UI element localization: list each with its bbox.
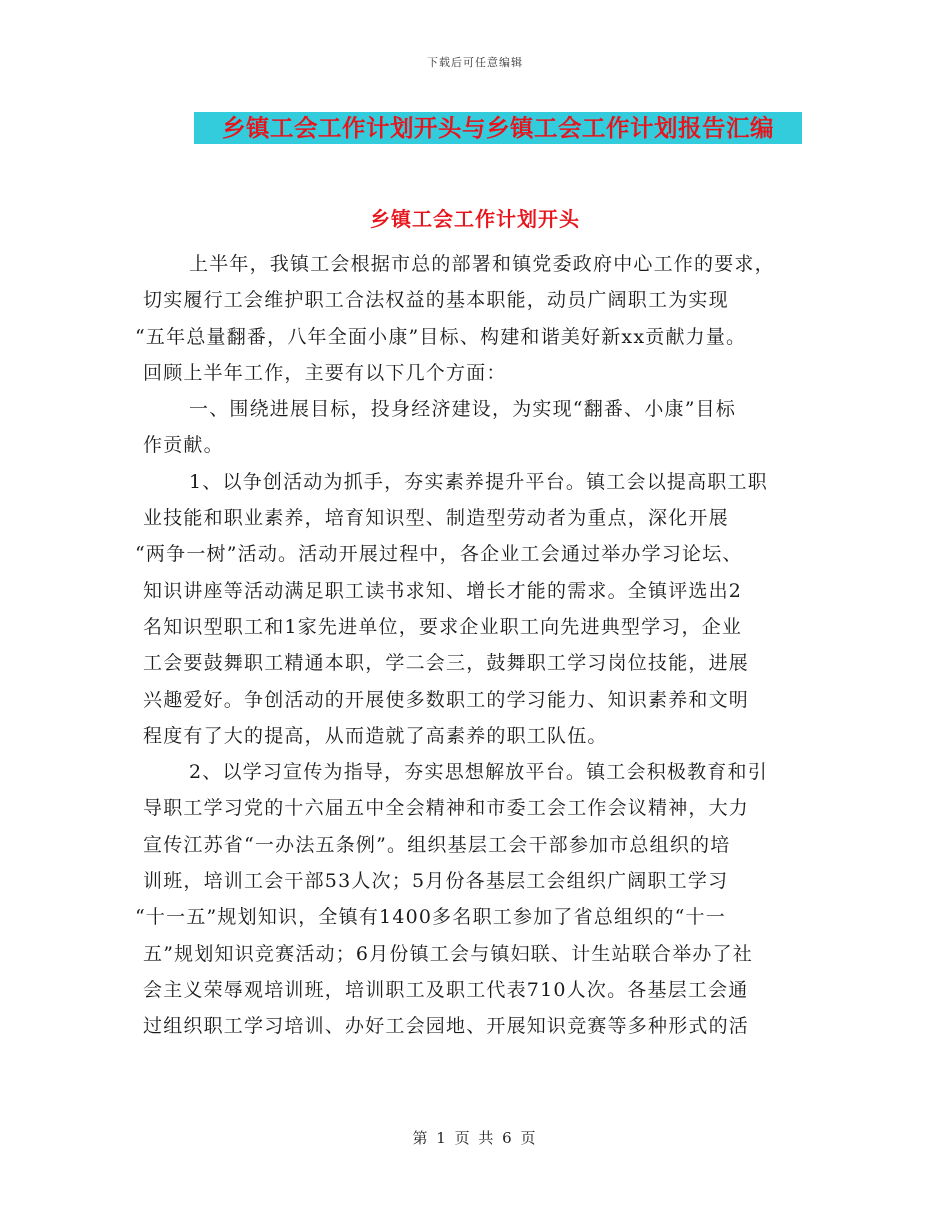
paragraph-line: 工会要鼓舞职工精通本职，学二会三，鼓舞职工学习岗位技能，进展 [143,652,750,675]
paragraph-line: 会主义荣辱观培训班，培训职工及职工代表710人次。各基层工会通 [143,978,749,1001]
page-footer: 第 1 页 共 6 页 [412,1129,538,1147]
section-title: 乡镇工会工作计划开头 [370,207,580,231]
paragraph-line: 作贡献。 [143,434,224,457]
paragraph-line: “两争一树”活动。活动开展过程中，各企业工会通过举办学习论坛、 [135,543,743,566]
paragraph-line: 训班，培训工会干部53人次；5月份各基层工会组织广阔职工学习 [143,870,729,893]
paragraph-line: 过组织职工学习培训、办好工会园地、开展知识竞赛等多种形式的活 [143,1015,750,1038]
paragraph-line: 1、以争创活动为抓手，夯实素养提升平台。镇工会以提高职工职 [189,470,768,493]
paragraph-line: 导职工学习党的十六届五中全会精神和市委工会工作会议精神，大力 [143,797,750,820]
paragraph-line: 五”规划知识竞赛活动；6月份镇工会与镇妇联、计生站联合举办了社 [143,942,754,965]
paragraph-line: 一、围绕进展目标，投身经济建设，为实现“翻番、小康”目标 [189,398,737,421]
paragraph-line: 2、以学习宣传为指导，夯实思想解放平台。镇工会积极教育和引 [189,761,768,784]
paragraph-line: 知识讲座等活动满足职工读书求知、增长才能的需求。全镇评选出2 [143,579,743,602]
paragraph-line: 程度有了大的提高，从而造就了高素养的职工队伍。 [143,724,608,747]
document-title: 乡镇工会工作计划开头与乡镇工会工作计划报告汇编 [194,112,802,144]
paragraph-line: 上半年，我镇工会根据市总的部署和镇党委政府中心工作的要求， [189,253,775,275]
body-text [135,246,815,1045]
page-header-note: 下载后可任意编辑 [427,56,523,69]
paragraph-line: 业技能和职业素养，培育知识型、制造型劳动者为重点，深化开展 [143,507,729,530]
paragraph-line: “五年总量翻番，八年全面小康”目标、构建和谐美好新xx贡献力量。 [135,325,747,348]
paragraph-line: 兴趣爱好。争创活动的开展使多数职工的学习能力、知识素养和文明 [143,688,750,711]
paragraph-line: “十一五”规划知识，全镇有1400多名职工参加了省总组织的“十一 [135,906,726,929]
paragraph-line: 回顾上半年工作，主要有以下几个方面： [143,361,507,384]
paragraph-line: 切实履行工会维护职工合法权益的基本职能，动员广阔职工为实现 [143,289,729,312]
paragraph-line: 名知识型职工和1家先进单位，要求企业职工向先进典型学习，企业 [143,615,743,638]
paragraph-line: 宣传江苏省“一办法五条例”。组织基层工会干部参加市总组织的培 [143,833,731,856]
